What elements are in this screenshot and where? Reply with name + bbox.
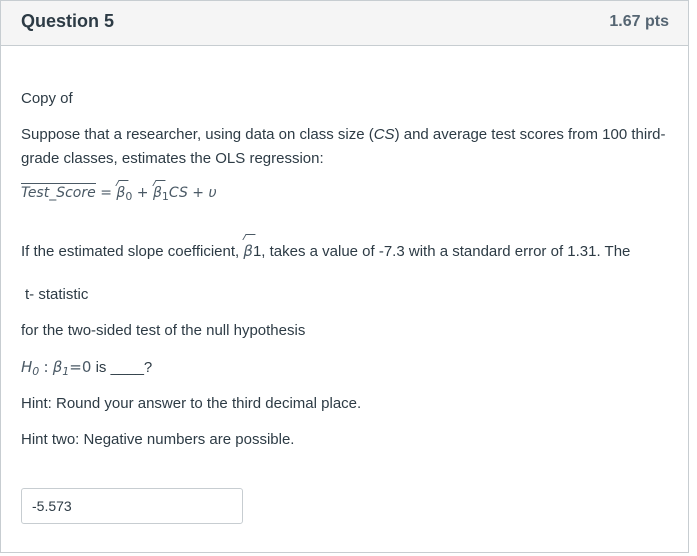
intro-text-post: ) and average test scores from 100 third-grade classes, estimates the OLS regression:	[21, 126, 666, 167]
slope-text-pre: If the estimated slope coefficient,	[21, 243, 240, 260]
hint-one: Hint: Round your answer to the third decimal place.	[21, 395, 362, 412]
eq-beta1	[153, 185, 169, 203]
null-h: H	[21, 358, 33, 376]
intro-cs: CS	[373, 126, 395, 143]
hint-two: Hint two: Negative numbers are possible.	[21, 431, 295, 448]
eq-beta1-sub: 1	[161, 190, 169, 203]
two-sided-text: for the two-sided test of the null hypothesis	[21, 322, 306, 339]
null-h-sub: 0	[32, 365, 40, 378]
null-equals-zero: =0	[69, 358, 92, 376]
question-title: Question 5	[21, 11, 115, 31]
eq-error: + υ	[192, 185, 217, 201]
intro-text-pre: Suppose that a researcher, using data on class size (	[21, 126, 374, 143]
question-points: 1.67 pts	[609, 13, 669, 30]
slope-beta-letter: β	[243, 242, 253, 260]
eq-beta0-symbol: β	[116, 185, 126, 201]
slope-beta-sub: 1	[252, 243, 262, 260]
null-hypothesis	[21, 355, 670, 384]
eq-beta0	[116, 185, 132, 203]
null-colon: :	[43, 358, 49, 376]
slope-beta-symbol	[243, 239, 253, 263]
slope-text-post: , takes a value of -7.3 with a standard error of 1.31. The	[261, 243, 631, 260]
eq-beta1-symbol: β	[152, 185, 162, 201]
eq-equals: =	[100, 185, 112, 201]
answer-input[interactable]: -5.573	[21, 488, 243, 524]
copy-of-text: Copy of	[21, 90, 73, 107]
eq-beta0-sub: 0	[125, 190, 133, 203]
eq-plus: +	[136, 185, 149, 201]
eq-cs: CS	[168, 185, 188, 201]
t-statistic-text: t- statistic	[25, 286, 89, 303]
slope-text	[21, 239, 670, 264]
question-header	[1, 1, 688, 46]
null-beta-sub: 1	[62, 365, 70, 378]
eq-lhs: Test_Score	[21, 185, 96, 201]
null-is-blank: is ____?	[95, 359, 153, 376]
question-intro	[21, 123, 670, 171]
regression-equation	[21, 185, 217, 203]
null-beta: β	[52, 358, 63, 376]
